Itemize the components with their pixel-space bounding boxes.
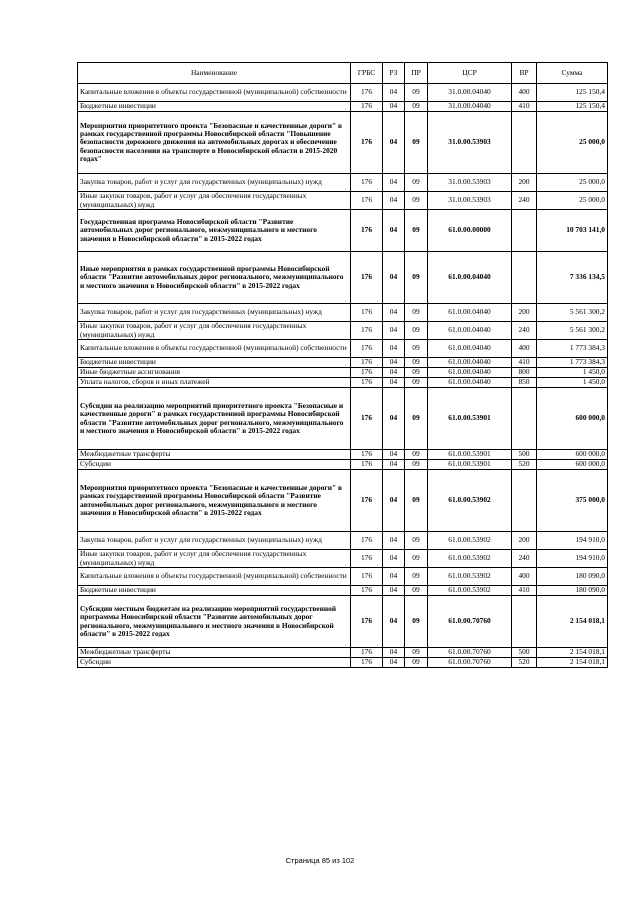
cell-rz: 04 [383,192,405,210]
cell-grbs: 176 [351,658,383,668]
cell-name: Субсидии [78,460,351,470]
cell-csr: 61.0.00.53902 [428,568,512,586]
cell-sum: 125 150,4 [537,102,608,112]
cell-vr [512,596,537,648]
table-row [78,550,608,568]
cell-grbs: 176 [351,460,383,470]
table-row [78,192,608,210]
cell-sum: 125 150,4 [537,84,608,102]
table-row [78,368,608,378]
cell-grbs: 176 [351,192,383,210]
cell-sum: 1 773 384,3 [537,340,608,358]
cell-sum: 194 910,0 [537,532,608,550]
cell-sum: 2 154 018,1 [537,648,608,658]
cell-name: Государственная программа Новосибирской области "Развитие автомобильных дорог регионального, межмуниципального и местного значения в Новосибирской области" в 2015-2022 годах [78,210,351,252]
cell-rz: 04 [383,358,405,368]
table-row [78,658,608,668]
cell-csr: 61.0.00.53901 [428,460,512,470]
cell-rz: 04 [383,532,405,550]
cell-csr: 31.0.00.53903 [428,192,512,210]
table-header-row [78,63,608,84]
cell-rz: 04 [383,450,405,460]
cell-name: Мероприятия приоритетного проекта "Безопасные и качественные дороги" в рамках государственной программы Новосибирской области "Повышение безопасности дорожного движения на автомобильных дорогах и обеспечение безопасности населения на транспорте в Новосибирской области в 2015-2020 годах" [78,112,351,174]
cell-pr: 09 [405,322,428,340]
cell-pr: 09 [405,192,428,210]
cell-csr: 61.0.00.04040 [428,368,512,378]
table-row [78,378,608,388]
cell-vr: 400 [512,568,537,586]
header-pr: ПР [405,63,428,84]
cell-pr: 09 [405,210,428,252]
header-name: Наименование [78,63,351,84]
cell-name: Субсидии местным бюджетам на реализацию мероприятий государственной программы Новосибирской области "Развитие автомобильных дорог регионального, межмуниципального и местного значения в Новосибирской области" в 2015-2022 годах [78,596,351,648]
header-sum: Сумма [537,63,608,84]
cell-pr: 09 [405,84,428,102]
cell-csr: 61.0.00.04040 [428,304,512,322]
cell-pr: 09 [405,304,428,322]
cell-csr: 61.0.00.00000 [428,210,512,252]
table-row [78,174,608,192]
cell-name: Мероприятия приоритетного проекта "Безопасные и качественные дороги" в рамках государственной программы Новосибирской области "Развитие автомобильных дорог регионального, межмуниципального и местного значения в Новосибирской области" в 2015-2022 годах [78,470,351,532]
cell-vr: 240 [512,550,537,568]
cell-name: Бюджетные инвестиции [78,586,351,596]
cell-grbs: 176 [351,648,383,658]
table-row [78,648,608,658]
cell-name: Иные мероприятия в рамках государственной программы Новосибирской области "Развитие автомобильных дорог регионального, межмуниципального и местного значения в Новосибирской области" в 2015-2022 годах [78,252,351,304]
cell-grbs: 176 [351,470,383,532]
cell-vr: 240 [512,192,537,210]
cell-pr: 09 [405,378,428,388]
cell-csr: 61.0.00.53902 [428,470,512,532]
cell-csr: 31.0.00.53903 [428,174,512,192]
cell-sum: 5 561 300,2 [537,304,608,322]
budget-table [77,62,608,668]
cell-sum: 375 000,0 [537,470,608,532]
cell-rz: 04 [383,368,405,378]
cell-csr: 61.0.00.70760 [428,658,512,668]
cell-name: Уплата налогов, сборов и иных платежей [78,378,351,388]
cell-grbs: 176 [351,304,383,322]
cell-csr: 61.0.00.04040 [428,378,512,388]
table-row [78,112,608,174]
header-rz: РЗ [383,63,405,84]
cell-pr: 09 [405,252,428,304]
cell-grbs: 176 [351,596,383,648]
cell-pr: 09 [405,648,428,658]
cell-pr: 09 [405,368,428,378]
cell-vr: 410 [512,586,537,596]
cell-vr [512,470,537,532]
cell-rz: 04 [383,322,405,340]
cell-grbs: 176 [351,388,383,450]
cell-grbs: 176 [351,174,383,192]
table-row [78,358,608,368]
cell-pr: 09 [405,596,428,648]
cell-grbs: 176 [351,84,383,102]
header-csr: ЦСР [428,63,512,84]
cell-pr: 09 [405,112,428,174]
header-vr: ВР [512,63,537,84]
cell-sum: 25 000,0 [537,174,608,192]
cell-rz: 04 [383,340,405,358]
cell-rz: 04 [383,658,405,668]
cell-rz: 04 [383,174,405,192]
cell-grbs: 176 [351,368,383,378]
cell-pr: 09 [405,174,428,192]
table-row [78,252,608,304]
cell-rz: 04 [383,304,405,322]
cell-name: Бюджетные инвестиции [78,102,351,112]
header-grbs: ГРБС [351,63,383,84]
table-row [78,322,608,340]
cell-vr [512,210,537,252]
table-row [78,568,608,586]
table-row [78,102,608,112]
cell-rz: 04 [383,460,405,470]
cell-csr: 61.0.00.53901 [428,450,512,460]
cell-vr [512,112,537,174]
cell-vr: 520 [512,658,537,668]
cell-vr: 500 [512,648,537,658]
table-row [78,210,608,252]
cell-vr: 850 [512,378,537,388]
cell-csr: 61.0.00.04040 [428,340,512,358]
cell-pr: 09 [405,450,428,460]
cell-grbs: 176 [351,550,383,568]
cell-rz: 04 [383,596,405,648]
cell-rz: 04 [383,210,405,252]
cell-sum: 2 154 018,1 [537,658,608,668]
cell-name: Иные закупки товаров, работ и услуг для обеспечения государственных (муниципальных) нужд [78,192,351,210]
cell-sum: 194 910,0 [537,550,608,568]
cell-pr: 09 [405,358,428,368]
cell-vr [512,252,537,304]
cell-sum: 180 090,0 [537,586,608,596]
cell-name: Межбюджетные трансферты [78,450,351,460]
cell-pr: 09 [405,102,428,112]
cell-rz: 04 [383,470,405,532]
table-row [78,532,608,550]
table-row [78,304,608,322]
cell-name: Субсидии на реализацию мероприятий приоритетного проекта "Безопасные и качественные дороги" в рамках государственной программы Новосибирской области "Развитие автомобильных дорог регионального, межмуниципального и местного значения в Новосибирской области" в 2015-2022 годах [78,388,351,450]
cell-vr: 520 [512,460,537,470]
cell-grbs: 176 [351,252,383,304]
cell-name: Иные бюджетные ассигнования [78,368,351,378]
cell-rz: 04 [383,648,405,658]
cell-sum: 2 154 018,1 [537,596,608,648]
cell-name: Капитальные вложения в объекты государственной (муниципальной) собственности [78,568,351,586]
cell-csr: 61.0.00.53902 [428,532,512,550]
cell-rz: 04 [383,102,405,112]
cell-sum: 1 450,0 [537,378,608,388]
cell-sum: 600 000,0 [537,450,608,460]
cell-pr: 09 [405,532,428,550]
cell-grbs: 176 [351,586,383,596]
cell-sum: 180 090,0 [537,568,608,586]
cell-name: Закупка товаров, работ и услуг для государственных (муниципальных) нужд [78,304,351,322]
cell-vr: 400 [512,340,537,358]
cell-pr: 09 [405,658,428,668]
cell-vr [512,388,537,450]
table-body [78,84,608,668]
cell-name: Закупка товаров, работ и услуг для государственных (муниципальных) нужд [78,174,351,192]
cell-rz: 04 [383,252,405,304]
cell-name: Субсидии [78,658,351,668]
cell-csr: 61.0.00.53901 [428,388,512,450]
table-row [78,84,608,102]
cell-grbs: 176 [351,340,383,358]
cell-sum: 25 000,0 [537,192,608,210]
cell-grbs: 176 [351,532,383,550]
cell-rz: 04 [383,84,405,102]
cell-pr: 09 [405,460,428,470]
cell-csr: 61.0.00.04040 [428,252,512,304]
cell-sum: 10 703 141,0 [537,210,608,252]
cell-sum: 5 561 300,2 [537,322,608,340]
cell-vr: 400 [512,84,537,102]
table-row [78,586,608,596]
cell-grbs: 176 [351,112,383,174]
cell-vr: 410 [512,358,537,368]
cell-sum: 7 336 134,5 [537,252,608,304]
cell-grbs: 176 [351,568,383,586]
cell-vr: 200 [512,304,537,322]
cell-csr: 31.0.00.04040 [428,102,512,112]
cell-grbs: 176 [351,102,383,112]
cell-sum: 1 773 384,3 [537,358,608,368]
cell-rz: 04 [383,550,405,568]
table-row [78,450,608,460]
cell-csr: 61.0.00.04040 [428,322,512,340]
cell-pr: 09 [405,586,428,596]
cell-csr: 61.0.00.53902 [428,550,512,568]
cell-name: Капитальные вложения в объекты государственной (муниципальной) собственности [78,340,351,358]
cell-pr: 09 [405,470,428,532]
cell-csr: 61.0.00.70760 [428,596,512,648]
cell-rz: 04 [383,586,405,596]
cell-vr: 240 [512,322,537,340]
cell-grbs: 176 [351,322,383,340]
cell-vr: 200 [512,174,537,192]
cell-pr: 09 [405,550,428,568]
cell-vr: 800 [512,368,537,378]
cell-sum: 1 450,0 [537,368,608,378]
cell-rz: 04 [383,378,405,388]
cell-rz: 04 [383,568,405,586]
cell-vr: 500 [512,450,537,460]
cell-grbs: 176 [351,450,383,460]
cell-pr: 09 [405,340,428,358]
cell-vr: 200 [512,532,537,550]
cell-pr: 09 [405,388,428,450]
cell-grbs: 176 [351,210,383,252]
cell-vr: 410 [512,102,537,112]
table-row [78,388,608,450]
table-row [78,470,608,532]
cell-csr: 61.0.00.70760 [428,648,512,658]
cell-name: Бюджетные инвестиции [78,358,351,368]
cell-csr: 31.0.00.53903 [428,112,512,174]
cell-sum: 600 000,0 [537,388,608,450]
cell-csr: 31.0.00.04040 [428,84,512,102]
table-row [78,460,608,470]
cell-name: Иные закупки товаров, работ и услуг для обеспечения государственных (муниципальных) нужд [78,550,351,568]
page-footer: Страница 85 из 102 [285,856,355,865]
cell-name: Иные закупки товаров, работ и услуг для обеспечения государственных (муниципальных) нужд [78,322,351,340]
cell-name: Капитальные вложения в объекты государственной (муниципальной) собственности [78,84,351,102]
table-row [78,596,608,648]
cell-csr: 61.0.00.04040 [428,358,512,368]
cell-rz: 04 [383,112,405,174]
cell-grbs: 176 [351,378,383,388]
cell-grbs: 176 [351,358,383,368]
table-row [78,340,608,358]
cell-pr: 09 [405,568,428,586]
cell-sum: 25 000,0 [537,112,608,174]
cell-name: Межбюджетные трансферты [78,648,351,658]
cell-rz: 04 [383,388,405,450]
cell-csr: 61.0.00.53902 [428,586,512,596]
cell-sum: 600 000,0 [537,460,608,470]
cell-name: Закупка товаров, работ и услуг для государственных (муниципальных) нужд [78,532,351,550]
